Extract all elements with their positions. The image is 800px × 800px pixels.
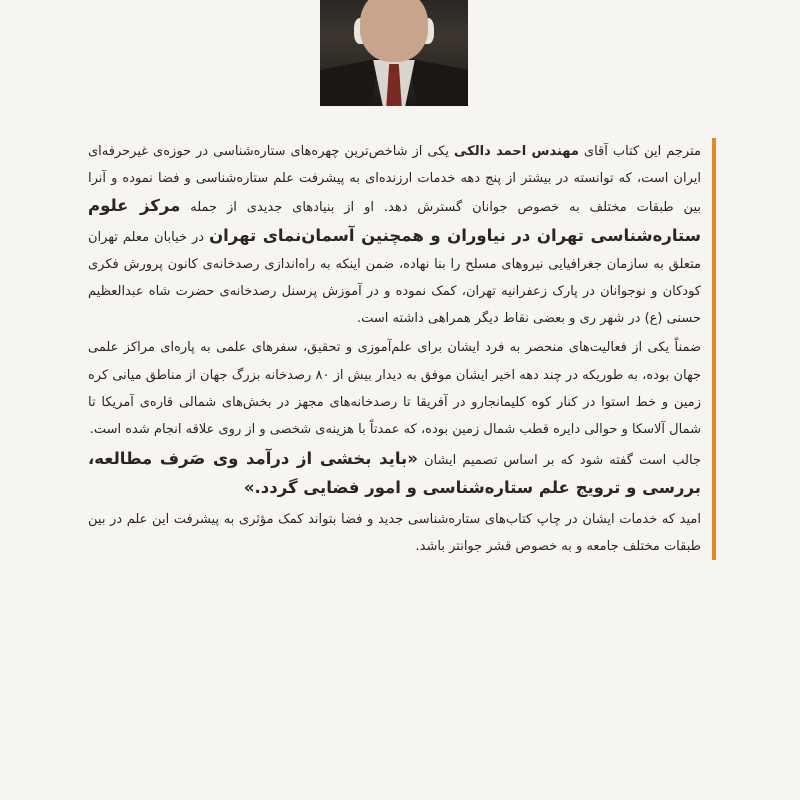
p3-intro: جالب است گفته شود که بر اساس تصمیم ایشان xyxy=(417,453,702,469)
paragraph-4 xyxy=(88,506,701,560)
paragraph-3 xyxy=(88,445,701,503)
p2-body: ضمناً یکی از فعالیت‌های منحصر به فرد ایشان برای علم‌آموزی و تحقیق، سفرهای علمی به پاره‌ای مراکز علمی جهان بوده، به طوریکه در چند دهه اخیر ایشان موفق به دیدار بیش از ۸۰ رصدخانه بزرگ جهان از مناطق میانی کره زمین و خط استوا در کنار کوه کلیمانجارو در آفریقا تا رصدخانه‌های مجهز در بخش‌های شمالی قاره‌ی آمریکا تا شمال آلاسکا و حوالی دایره قطب شمال زمین بوده، که عمدتاً با هزینه‌ی شخصی و از روی علاقه انجام شده است. xyxy=(88,340,701,438)
translator-name: مهندس احمد دالکی xyxy=(454,144,579,159)
portrait-coat-right xyxy=(408,58,468,106)
paragraph-2 xyxy=(88,334,701,443)
p4-body: امید که خدمات ایشان در چاپ کتاب‌های ستاره‌شناسی جدید و فضا بتواند کمک مؤثری به پیشرفت این علم در بین طبقات مختلف جامعه و به خصوص قشر جوانتر باشد. xyxy=(88,511,701,554)
author-biography xyxy=(88,138,716,560)
quote-highlight: «باید بخشی از درآمد وی صَرف مطالعه، بررسی و ترویج علم ستاره‌شناسی و امور فضایی گردد.» xyxy=(88,449,701,498)
author-portrait xyxy=(320,0,468,106)
portrait-face xyxy=(360,0,428,62)
p1-body: یکی از شاخص‌ترین چهره‌های ستاره‌شناسی در حوزه‌ی غیرحرفه‌ای ایران است، که توانسته در بیشتر از پنج دهه خدمات ارزنده‌ای به پیشرفت علم ستاره‌شناسی و فضا نموده و آنرا بین طبقات مختلف به خصوص جوانان گسترش دهد. او از بنیادهای جدیدی از جمله xyxy=(88,144,701,216)
paragraph-1 xyxy=(88,138,701,332)
p1-rest: در خیابان معلم تهران متعلق به سازمان جغرافیایی نیروهای مسلح را بنا نهاده، ضمن اینکه به راه‌اندازی رصدخانه‌ی کانون پرورش فکری کودکان و نوجوانان در پارک زعفرانیه تهران، کمک نموده و در آموزش پرسنل رصدخانه‌ی حضرت شاه عبدالعظیم حسنی (ع) در شهر ری و بعضی نقاط دیگر همراهی داشته است. xyxy=(88,229,701,327)
institutions-highlight: مرکز علوم ستاره‌شناسی تهران در نیاوران و همچنین آسمان‌نمای تهران xyxy=(88,196,702,245)
p1-intro: مترجم این کتاب آقای xyxy=(578,144,701,159)
portrait-coat-left xyxy=(320,58,380,106)
